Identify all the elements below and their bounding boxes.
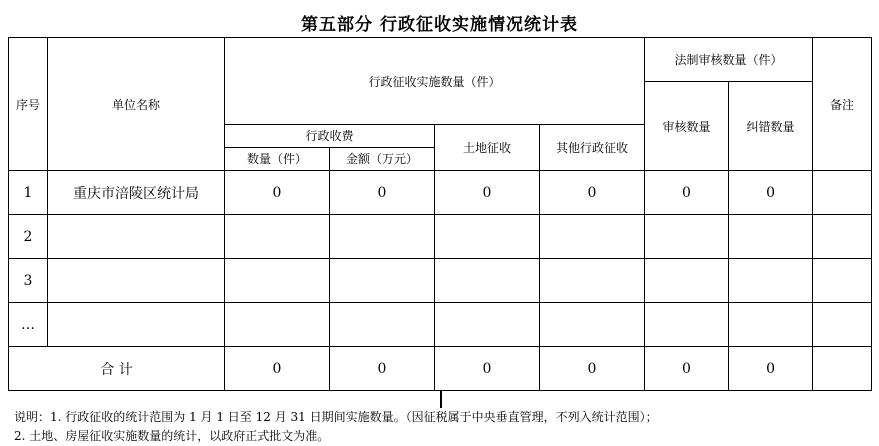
cell-land [435,259,540,303]
cell-review [645,215,729,259]
table-row [9,303,872,347]
cell-fee-amount [330,303,435,347]
cell-seq: 2 [9,215,48,259]
cell-other [540,215,645,259]
cell-land [435,303,540,347]
header-remarks: 备注 [813,38,872,171]
table-row [9,259,872,303]
cell-review: 0 [645,171,729,215]
cell-fee-amount: 0 [330,171,435,215]
cell-seq: … [9,303,48,347]
cell-remarks [813,303,872,347]
cell-correction [729,259,813,303]
cell-seq: 1 [9,171,48,215]
cell-review [645,303,729,347]
cell-unit: 重庆市涪陵区统计局 [48,171,225,215]
total-correction: 0 [729,347,813,391]
header-admin-fees: 行政收费 [225,125,434,148]
notes [14,408,658,446]
table-row [9,171,872,215]
header-collection-count: 行政征收实施数量（件） [225,38,645,125]
cell-fee-amount [330,215,435,259]
total-fee-amount: 0 [330,347,435,391]
cell-other [540,303,645,347]
cell-correction [729,215,813,259]
header-correction: 纠错数量 [729,82,813,171]
cell-fee-count [225,215,330,259]
total-row [9,347,872,391]
cell-other [540,259,645,303]
header-seq: 序号 [9,38,48,171]
total-review: 0 [645,347,729,391]
total-remarks [813,347,872,391]
cell-remarks [813,259,872,303]
cell-remarks [813,171,872,215]
cell-land [435,215,540,259]
cell-correction [729,303,813,347]
header-fee-amount: 金额（万元） [345,152,418,166]
header-fee-count: 数量（件） [225,148,330,170]
cell-seq: 3 [9,259,48,303]
total-label: 合 计 [9,347,225,391]
cell-fee-amount [330,259,435,303]
cell-other: 0 [540,171,645,215]
cell-remarks [813,215,872,259]
cell-unit [48,303,225,347]
cell-fee-count [225,303,330,347]
note-line: 2. 土地、房屋征收实施数量的统计，以政府正式批文为准。 [14,429,330,443]
cell-land: 0 [435,171,540,215]
total-land: 0 [435,347,540,391]
header-unit: 单位名称 [48,38,225,171]
total-other: 0 [540,347,645,391]
header-other: 其他行政征收 [540,125,645,171]
header-review: 审核数量 [645,82,729,171]
cell-unit [48,215,225,259]
header-legal-review: 法制审核数量（件） [645,38,813,82]
cell-unit [48,259,225,303]
cell-fee-count [225,259,330,303]
cell-correction: 0 [729,171,813,215]
note-line: 说明：1. 行政征收的统计范围为 1 月 1 日至 12 月 31 日期间实施数量。（因征税属于中央垂直管理，不列入统计范围）； [14,410,658,424]
page-title: 第五部分 行政征收实施情况统计表 [301,15,578,35]
table-row [9,215,872,259]
cell-fee-count: 0 [225,171,330,215]
cell-review [645,259,729,303]
header-land: 土地征收 [435,125,540,171]
total-fee-count: 0 [225,347,330,391]
statistics-table [8,37,872,391]
text-cursor [440,390,442,408]
